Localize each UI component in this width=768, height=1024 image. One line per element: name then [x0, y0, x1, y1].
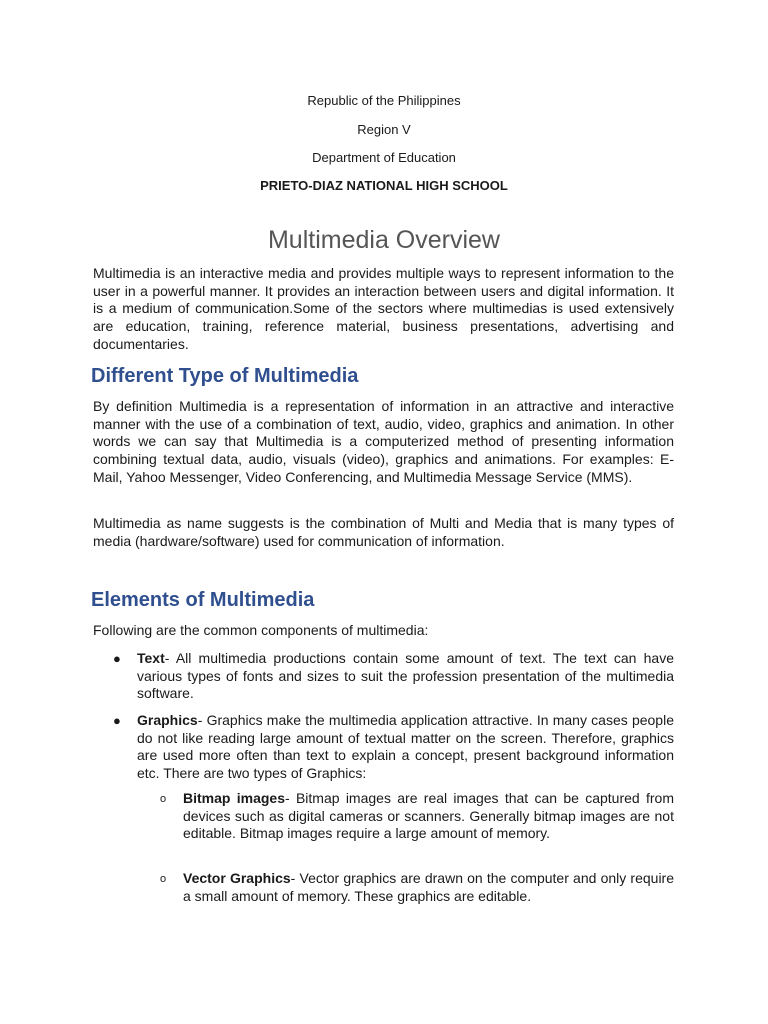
sub-list-item-body: - Vector graphics are drawn on the computer and only require a small amount of memory. These graphics are editable.	[183, 870, 674, 904]
document-title: Multimedia Overview	[267, 226, 500, 254]
sub-list-item-term: Vector Graphics	[183, 870, 291, 886]
list-item-graphics	[113, 712, 674, 783]
section-heading-types: Different Type of Multimedia	[91, 365, 359, 387]
list-item-term: Text	[137, 650, 165, 666]
list-item-text	[113, 650, 674, 703]
bullet-icon: ●	[113, 651, 121, 666]
list-item-term: Graphics	[137, 712, 198, 728]
circle-bullet-icon: o	[160, 873, 167, 885]
types-paragraph-1: By definition Multimedia is a representation of information in an attractive and interactive manner with the use of a combination of text, audio, video, graphics and animation. In other words we can say that Multimedia is a computerized method of presenting information combining textual data, audio, visuals (video), graphics and animations. For examples: E-Mail, Yahoo Messenger, Video Conferencing, and Multimedia Message Service (MMS).	[93, 398, 674, 485]
header-region: Region V	[357, 122, 411, 137]
header-school: PRIETO-DIAZ NATIONAL HIGH SCHOOL	[260, 178, 508, 193]
list-item-body: - All multimedia productions contain some amount of text. The text can have various types of fonts and sizes to suit the profession presentation of the multimedia software.	[137, 650, 674, 702]
intro-paragraph: Multimedia is an interactive media and provides multiple ways to represent information to the user in a powerful manner. It provides an interaction between users and digital information. It is a medium of communication.Some of the sectors where multimedias is used extensively are education, training, reference material, business presentations, advertising and documentaries.	[93, 265, 674, 352]
section-heading-elements: Elements of Multimedia	[91, 589, 315, 611]
types-paragraph-2: Multimedia as name suggests is the combination of Multi and Media that is many types of media (hardware/software) used for communication of information.	[93, 515, 674, 549]
bullet-icon: ●	[113, 713, 121, 728]
header-country: Republic of the Philippines	[307, 93, 461, 108]
sub-list-item-body: - Bitmap images are real images that can be captured from devices such as digital cameras or scanners. Generally bitmap images are not editable. Bitmap images require a large amount of memory.	[183, 790, 674, 842]
elements-lead: Following are the common components of multimedia:	[93, 622, 429, 638]
header-department: Department of Education	[312, 150, 456, 165]
sub-list-item-vector	[160, 870, 674, 905]
circle-bullet-icon: o	[160, 793, 167, 805]
sub-list-item-bitmap	[160, 790, 674, 843]
list-item-body: - Graphics make the multimedia application attractive. In many cases people do not like reading large amount of textual matter on the screen. Therefore, graphics are used more often than text to explain a concept, present background information etc. There are two types of Graphics:	[137, 712, 674, 782]
sub-list-item-term: Bitmap images	[183, 790, 285, 806]
